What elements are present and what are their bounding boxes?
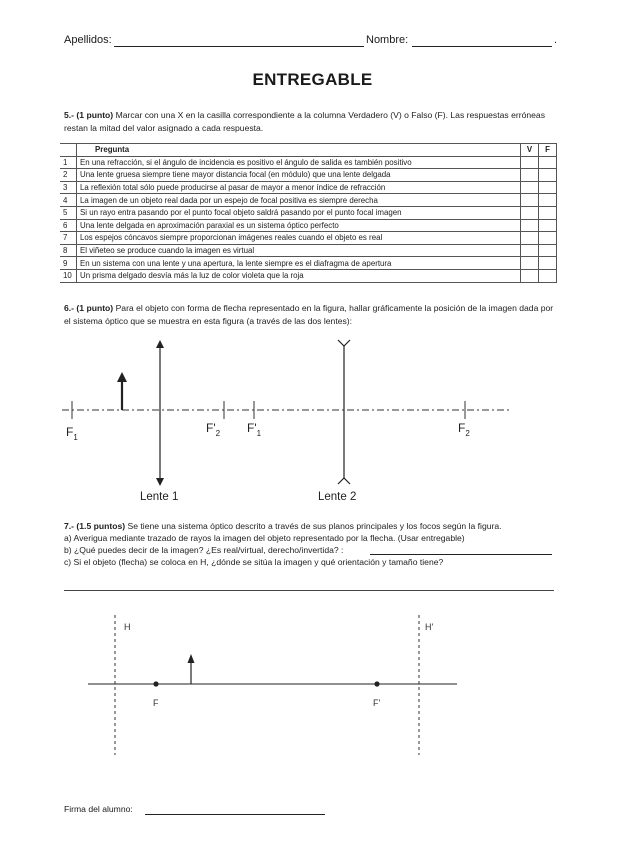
q7-part-b: b) ¿Qué puedes decir de la imagen? ¿Es real/virtual, derecho/invertida? : — [64, 545, 344, 555]
q7-divider — [64, 590, 554, 591]
object-arrowhead — [188, 654, 195, 663]
fp-point — [374, 681, 379, 686]
f2p-label-sub: 2 — [215, 429, 221, 438]
lente1-label: Lente 1 — [140, 491, 179, 503]
q7-answer-line[interactable] — [370, 554, 552, 555]
nombre-end-dot: . — [554, 34, 558, 46]
f1-label-sub: 1 — [73, 433, 78, 442]
page-title: ENTREGABLE — [252, 70, 373, 89]
row-number: 3 — [60, 181, 77, 194]
object-arrowhead — [117, 372, 127, 382]
firma-label: Firma del alumno: — [64, 804, 133, 814]
lens-2-top-mark — [338, 340, 350, 346]
svg-text:F2 — [458, 421, 470, 438]
f1-label: F — [66, 425, 74, 439]
f-label: F — [153, 698, 159, 708]
fp-label: F' — [373, 698, 381, 708]
principal-planes-figure[interactable] — [0, 600, 625, 770]
f-point — [153, 681, 158, 686]
row-number: 9 — [60, 257, 77, 270]
q5-label: 5.- (1 punto) — [64, 110, 114, 120]
row-text: El viñeteo se produce cuando la imagen es virtual — [77, 244, 521, 257]
row-text: En un sistema con una lente y una apertura, la lente siempre es el diafragma de apertura — [77, 257, 521, 270]
row-number: 2 — [60, 169, 77, 182]
f2-label-sub: 2 — [465, 429, 470, 438]
row-text: Si un rayo entra pasando por el punto focal objeto saldrá pasando por el punto focal imagen — [77, 206, 521, 219]
row-text: La imagen de un objeto real dada por un espejo de focal positiva es siempre derecha — [77, 194, 521, 207]
q6-label: 6.- (1 punto) — [64, 303, 114, 313]
header-v: V — [521, 144, 539, 157]
f1p-label: F' — [247, 421, 257, 435]
header-f: F — [539, 144, 557, 157]
q7-part-a: a) Averigua mediante trazado de rayos la imagen del objeto representado por la flecha. (Usar entregable) — [64, 533, 465, 543]
f2p-label: F' — [206, 421, 216, 435]
row-text: En una refracción, si el ángulo de incidencia es positivo el ángulo de salida es también positivo — [77, 156, 521, 169]
firma-field[interactable] — [145, 814, 325, 815]
header-pregunta: Pregunta — [77, 144, 521, 157]
row-number: 4 — [60, 194, 77, 207]
q6-text: Para el objeto con forma de flecha representado en la figura, hallar gráficamente la posición de la imagen dada por el sistema óptico que se muestra en esta figura (a través de las dos lentes): — [64, 303, 554, 326]
hp-label: H' — [425, 622, 434, 632]
q7-part-c: c) Si el objeto (flecha) se coloca en H, ¿dónde se sitúa la imagen y qué orientación y tamaño tiene? — [64, 557, 444, 567]
f2-label: F — [458, 421, 466, 435]
row-text: Un prisma delgado desvía más la luz de color violeta que la roja — [77, 269, 521, 282]
apellidos-label: Apellidos: — [64, 34, 112, 46]
row-number: 5 — [60, 206, 77, 219]
q7-label: 7.- (1.5 puntos) — [64, 521, 126, 531]
q7-statement — [64, 520, 560, 533]
f1p-label-sub: 1 — [256, 429, 262, 438]
lente2-label: Lente 2 — [318, 491, 357, 503]
q7-text: Se tiene una sistema óptico descrito a través de sus planos principales y los focos según la figura. — [127, 521, 502, 531]
row-number: 10 — [60, 269, 77, 282]
svg-text:F'1 — [247, 421, 262, 438]
lens-2-bottom-mark — [338, 478, 350, 484]
svg-text:F'2 — [206, 421, 221, 438]
row-text: Una lente delgada en aproximación paraxial es un sistema óptico perfecto — [77, 219, 521, 232]
q5-text: Marcar con una X en la casilla correspondiente a la columna Verdadero (V) o Falso (F). Las respuestas erróneas restan la mitad del valor asignado a cada respuesta. — [64, 110, 545, 133]
svg-text:F1 — [66, 425, 78, 442]
row-number: 8 — [60, 244, 77, 257]
row-text: La reflexión total sólo puede producirse al pasar de mayor a menor índice de refracción — [77, 181, 521, 194]
row-text: Una lente gruesa siempre tiene mayor distancia focal (en módulo) que una lente delgada — [77, 169, 521, 182]
nombre-label: Nombre: — [366, 34, 409, 46]
row-number: 6 — [60, 219, 77, 232]
row-number: 7 — [60, 232, 77, 245]
row-number: 1 — [60, 156, 77, 169]
row-text: Los espejos cóncavos siempre proporcionan imágenes reales cuando el objeto es real — [77, 232, 521, 245]
h-label: H — [124, 622, 131, 632]
